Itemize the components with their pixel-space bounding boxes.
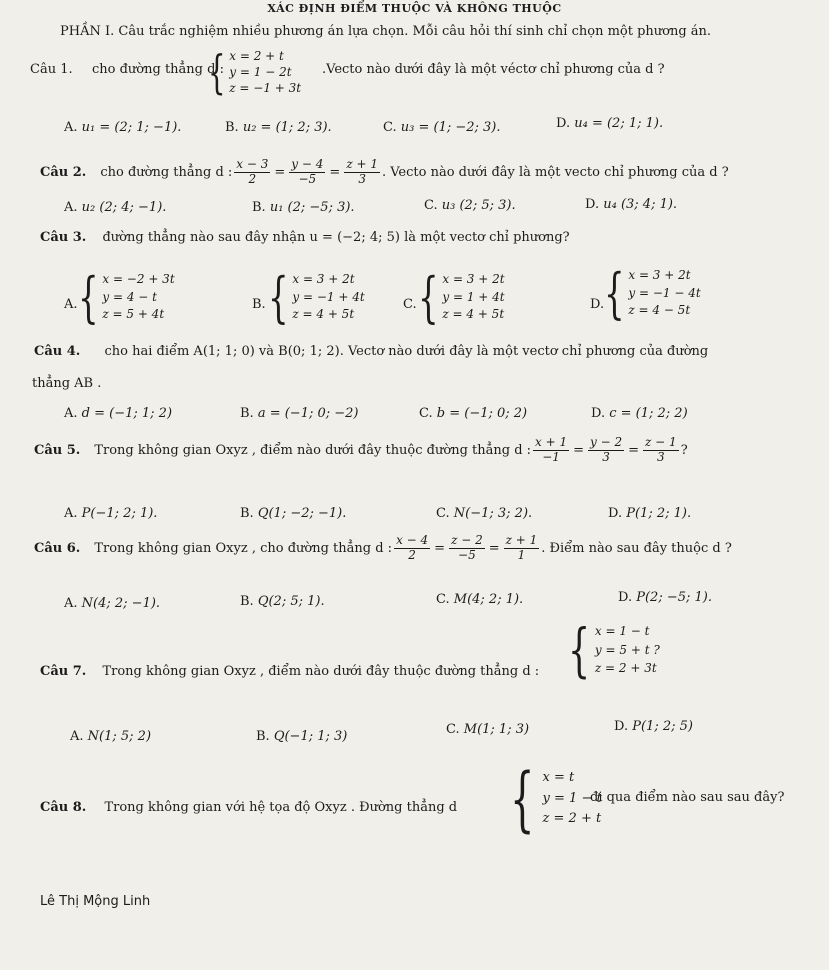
q2-frac-1: $\frac{x - 3}{2}$ [236,157,269,186]
q3-line [40,230,570,245]
q7-text-before: Trong không gian Oxyz , điểm nào dưới đây thuộc đường thẳng d : [102,664,540,679]
q1-eq-x: x = 2 + t [229,48,284,63]
q3-option-d-label: D. [590,297,605,312]
q4-option-a: A. d = (−1; 1; 2) [64,406,173,421]
q1-option-a: A. u₁ = (2; 1; −1). [64,120,182,135]
q4-label: Câu 4. [34,344,81,359]
q7-system: { x = 1 − t y = 5 + t ? z = 2 + 3t [568,616,660,684]
q7-eq-y: y = 5 + t ? [594,642,660,657]
q6-frac-3: $\frac{z + 1}{1}$ [505,533,538,562]
q6-line: Câu 6. Trong không gian Oxyz , cho đường thẳng d : $\frac{x - 4}{2}$ = $\frac{z - 2}{-5}$ = $\frac{z + 1}{1}$ . Điểm nào sau đây thuộc d ? [34,533,732,562]
q3-option-a-label: A. [64,297,78,312]
q1-text-after: .Vecto nào dưới đây là một véctơ chỉ phương của d ? [322,62,665,77]
q2-text-before: cho đường thẳng d : [100,164,233,180]
q2-text-after: . Vecto nào dưới đây là một vecto chỉ phương của d ? [381,164,729,180]
q5-label: Câu 5. [34,442,81,458]
q5-frac-3: $\frac{z - 1}{3}$ [645,435,677,464]
author-name: Lê Thị Mộng Linh [40,894,151,909]
q7-label: Câu 7. [40,664,87,679]
q5-text-after: ? [680,442,688,458]
q2-label: Câu 2. [40,164,87,180]
q7-option-b: B. Q(−1; 1; 3) [256,729,348,744]
section-intro: PHẦN I. Câu trắc nghiệm nhiều phương án lựa chọn. Mỗi câu hỏi thí sinh chỉ chọn một phương án. [60,24,712,39]
q7-option-c: C. M(1; 1; 3) [446,722,530,737]
q7-option-a: A. N(1; 5; 2) [70,729,152,744]
q4-line [34,344,708,359]
q7-eq-z: z = 2 + 3t [594,661,657,676]
q6-text-after: . Điểm nào sau đây thuộc d ? [541,540,732,556]
q8-eq-x: x = t [542,769,575,785]
q6-option-b: B. Q(2; 5; 1). [240,594,325,609]
q3-option-c-label: C. [403,297,417,312]
q2-option-c: C. u₃ (2; 5; 3). [424,198,516,213]
q2-option-b: B. u₁ (2; −5; 3). [252,200,355,215]
q1-text-before: cho đường thẳng d : [92,62,224,77]
q4-text: cho hai điểm A(1; 1; 0) và B(0; 1; 2). Vectơ nào dưới đây là một vectơ chỉ phương của đường [104,344,709,359]
q1-option-d: D. u₄ = (2; 1; 1). [556,116,664,131]
q5-frac-2: $\frac{y - 2}{3}$ [590,435,623,464]
q6-option-c: C. M(4; 2; 1). [436,592,524,607]
q6-option-d: D. P(2; −5; 1). [618,590,712,605]
page-title: XÁC ĐỊNH ĐIỂM THUỘC VÀ KHÔNG THUỘC [267,2,562,15]
q7-eq-x: x = 1 − t [594,624,650,639]
q1-label: Câu 1. [30,62,73,77]
q2-frac-3: $\frac{z + 1}{3}$ [346,157,378,186]
q3-label: Câu 3. [40,230,87,245]
q2-option-d: D. u₄ (3; 4; 1). [585,197,678,212]
q6-option-a: A. N(4; 2; −1). [64,596,161,611]
q6-frac-2: $\frac{z - 2}{-5}$ [451,533,483,562]
q4-option-c: C. b = (−1; 0; 2) [419,406,528,421]
q5-line: Câu 5. Trong không gian Oxyz , điểm nào dưới đây thuộc đường thẳng d : $\frac{x + 1}{-1}$ = $\frac{y - 2}{3}$ = $\frac{z - 1}{3}$ ? [34,435,688,464]
q3-option-d-system: { x = 3 + 2t y = −1 − 4t z = 4 − 5t [604,262,701,325]
q4-option-d: D. c = (1; 2; 2) [591,406,688,421]
q8-eq-z: z = 2 + t [542,811,602,827]
q3-option-c-system: { x = 3 + 2t y = 1 + 4t z = 4 + 5t [418,266,505,329]
q5-option-a: A. P(−1; 2; 1). [64,506,158,521]
q8-line [40,800,457,815]
q1-option-b: B. u₂ = (1; 2; 3). [225,120,332,135]
q8-label: Câu 8. [40,800,87,815]
q6-text-before: Trong không gian Oxyz , cho đường thẳng d : [94,540,393,556]
q6-label: Câu 6. [34,540,81,556]
q3-text: đường thẳng nào sau đây nhận u = (−2; 4; 5) là một vectơ chỉ phương? [102,230,570,245]
q2-option-a: A. u₂ (2; 4; −1). [64,200,167,215]
q1-eq-y: y = 1 − 2t [229,64,292,79]
q1-system: { x = 2 + t y = 1 − 2t z = −1 + 3t [208,45,302,99]
q8-system: { x = t y = 1 − t z = 2 + t [510,758,602,840]
q7-option-d: D. P(1; 2; 5) [614,719,693,734]
q4-text2: thẳng AB . [32,376,102,391]
q5-option-d: D. P(1; 2; 1). [608,506,692,521]
q5-frac-1: $\frac{x + 1}{-1}$ [535,435,568,464]
q5-option-c: C. N(−1; 3; 2). [436,506,533,521]
q5-text-before: Trong không gian Oxyz , điểm nào dưới đây thuộc đường thẳng d : [94,442,532,458]
q7-line [40,664,539,679]
q3-option-b-label: B. [252,297,266,312]
q6-frac-1: $\frac{x - 4}{2}$ [396,533,429,562]
q2-line: Câu 2. cho đường thẳng d : $\frac{x - 3}{2}$ = $\frac{y - 4}{-5}$ = $\frac{z + 1}{3}$ . Vecto nào dưới đây là một vecto chỉ phương của d ? [40,157,729,186]
q4-option-b: B. a = (−1; 0; −2) [240,406,359,421]
q3-option-a-system: { x = −2 + 3t y = 4 − t z = 5 + 4t [78,266,175,329]
q5-option-b: B. Q(1; −2; −1). [240,506,347,521]
q8-text-before: Trong không gian với hệ tọa độ Oxyz . Đường thẳng d [104,800,458,815]
q1-eq-z: z = −1 + 3t [229,81,302,96]
q8-eq-y: y = 1 − t [542,790,602,806]
q3-option-b-system: { x = 3 + 2t y = −1 + 4t z = 4 + 5t [268,266,365,329]
q2-frac-2: $\frac{y - 4}{-5}$ [291,157,324,186]
q8-text-after: đi qua điểm nào sau sau đây? [590,790,785,805]
q1-option-c: C. u₃ = (1; −2; 3). [383,120,501,135]
